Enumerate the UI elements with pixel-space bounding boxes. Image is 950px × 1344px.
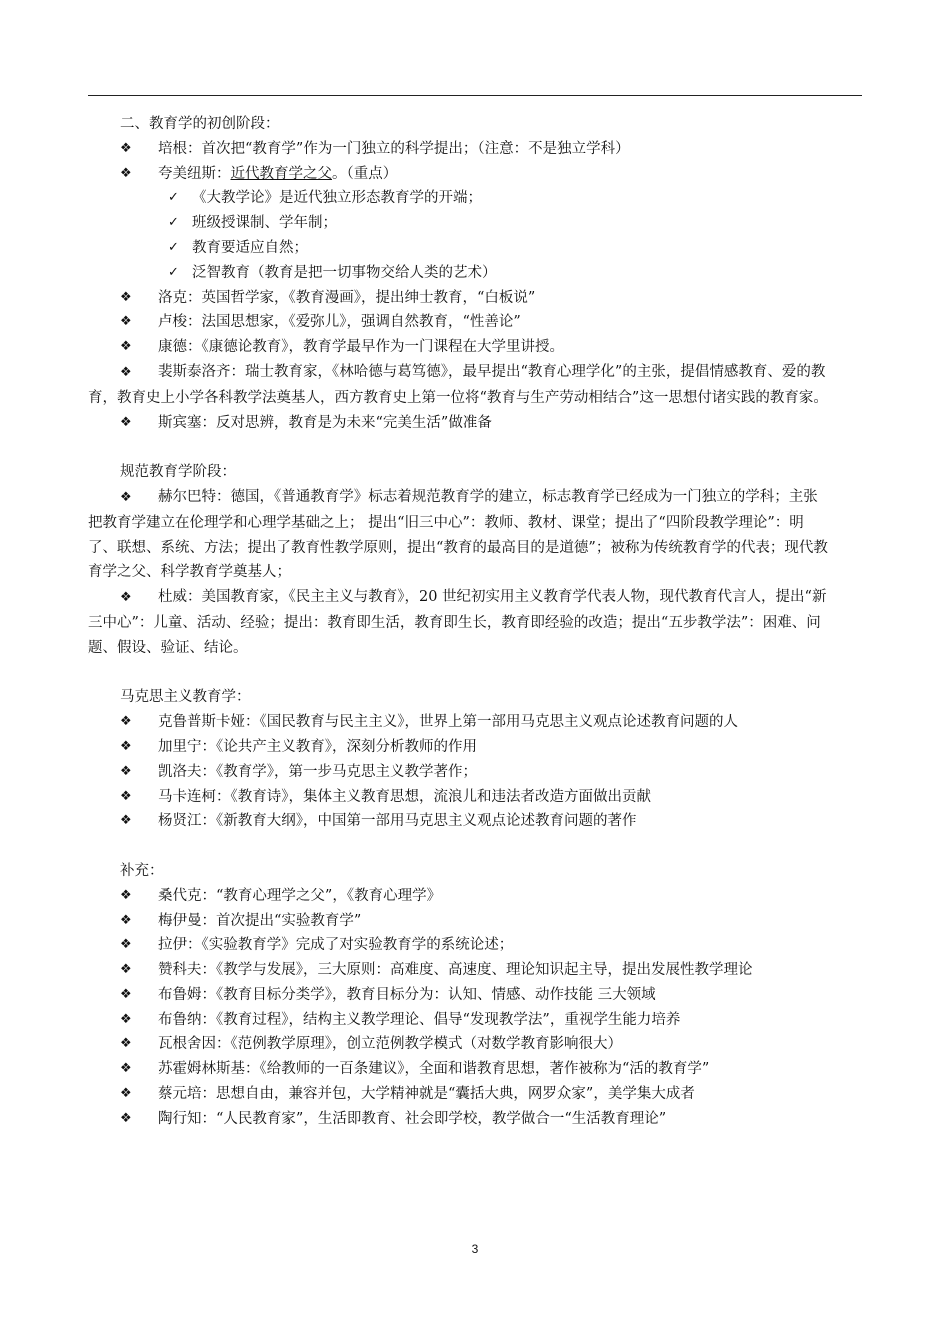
diamond-bullet-icon: ❖ — [120, 1110, 132, 1126]
list-item — [120, 162, 862, 187]
check-item-text: 班级授课制、学年制； — [192, 215, 337, 232]
diamond-bullet-icon: ❖ — [120, 986, 132, 1002]
item-text-part: 。（重点） — [332, 165, 398, 182]
item-text: 布鲁姆：《教育目标分类学》，教育目标分为：认知、情感、动作技能 三大领域 — [158, 986, 656, 1003]
diamond-bullet-icon: ❖ — [120, 714, 132, 730]
checkmark-icon: ✓ — [168, 215, 179, 231]
diamond-bullet-icon: ❖ — [120, 1086, 132, 1102]
diamond-bullet-icon: ❖ — [120, 165, 132, 181]
list-item — [120, 411, 862, 436]
list-item — [120, 785, 862, 810]
item-text: 裴斯泰洛齐：瑞士教育家，《林哈德与葛笃德》，最早提出“教育心理学化”的主张，提倡情感教育、爱的教育，教育史上小学各科教学法奠基人，西方教育史上第一位将“教育与生产劳动相结合”这一思想付诸实践的教育家。 — [88, 363, 828, 406]
spacer — [120, 834, 862, 859]
diamond-bullet-icon: ❖ — [120, 738, 132, 754]
item-text: 赞科夫：《教学与发展》，三大原则：高难度、高速度、理论知识起主导，提出发展性教学理论 — [158, 962, 753, 979]
check-item-text: 教育要适应自然； — [192, 239, 308, 256]
list-item — [120, 760, 862, 785]
item-text: 杜威：美国教育家，《民主主义与教育》，20 世纪初实用主义教育学代表人物，现代教育代言人，提出“新三中心”：儿童、活动、经验；提出：教育即生活，教育即生长，教育即经验的改造；提出“五步教学法”：困难、问题、假设、验证、结论。 — [88, 589, 827, 656]
item-text: 布鲁纳：《教育过程》，结构主义教学理论、倡导“发现教学法”，重视学生能力培养 — [158, 1011, 681, 1028]
item-text: 梅伊曼：首次提出“实验教育学” — [158, 912, 362, 929]
list-item — [120, 1008, 862, 1033]
list-item — [120, 933, 862, 958]
list-item — [120, 958, 862, 983]
diamond-bullet-icon: ❖ — [120, 763, 132, 779]
list-item — [120, 710, 862, 735]
check-item — [120, 211, 862, 236]
check-item-text: 泛智教育（教育是把一切事物交给人类的艺术） — [192, 264, 497, 281]
section-heading-normative: 规范教育学阶段： — [120, 464, 236, 481]
diamond-bullet-icon: ❖ — [120, 414, 132, 430]
diamond-bullet-icon: ❖ — [120, 962, 132, 978]
list-item — [120, 1032, 862, 1057]
list-item — [120, 335, 862, 360]
list-item — [120, 1107, 862, 1132]
item-text: 杨贤江：《新教育大纲》，中国第一部用马克思主义观点论述教育问题的著作 — [158, 813, 637, 830]
section-heading-marxist: 马克思主义教育学： — [120, 689, 251, 706]
diamond-bullet-icon: ❖ — [120, 339, 132, 355]
checkmark-icon: ✓ — [168, 264, 179, 280]
list-item — [120, 735, 862, 760]
item-text: 洛克：英国哲学家，《教育漫画》，提出绅士教育，“白板说” — [158, 289, 536, 306]
list-item — [120, 884, 862, 909]
item-text: 陶行知：“人民教育家”，生活即教育、社会即学校，教学做合一“生活教育理论” — [158, 1110, 667, 1127]
list-item — [120, 137, 862, 162]
item-text: 卢梭：法国思想家，《爱弥儿》，强调自然教育，“性善论” — [158, 314, 521, 331]
diamond-bullet-icon: ❖ — [120, 788, 132, 804]
diamond-bullet-icon: ❖ — [120, 912, 132, 928]
check-item — [120, 186, 862, 211]
page-number: 3 — [471, 1242, 479, 1256]
header-rule — [88, 95, 862, 96]
item-text — [158, 162, 397, 187]
check-item — [120, 236, 862, 261]
item-text: 康德：《康德论教育》，教育学最早作为一门课程在大学里讲授。 — [158, 339, 564, 356]
checkmark-icon: ✓ — [168, 190, 179, 206]
list-item — [120, 809, 862, 834]
section-heading-founding: 二、教育学的初创阶段： — [120, 116, 280, 132]
item-text: 培根：首次把“教育学”作为一门独立的科学提出；（注意：不是独立学科） — [158, 140, 630, 157]
diamond-bullet-icon: ❖ — [120, 314, 132, 330]
item-text: 加里宁：《论共产主义教育》，深刻分析教师的作用 — [158, 738, 477, 755]
diamond-bullet-icon: ❖ — [120, 364, 132, 380]
list-item — [120, 909, 862, 934]
diamond-bullet-icon: ❖ — [120, 489, 132, 505]
section-heading-supplement: 补充： — [120, 862, 164, 879]
diamond-bullet-icon: ❖ — [120, 887, 132, 903]
item-text: 凯洛夫：《教育学》，第一步马克思主义教学著作； — [158, 763, 477, 780]
check-item-text: 《大教学论》是近代独立形态教育学的开端； — [192, 190, 482, 207]
item-text: 桑代克：“教育心理学之父”，《教育心理学》 — [158, 887, 442, 904]
item-text: 苏霍姆林斯基：《给教师的一百条建议》，全面和谐教育思想，著作被称为“活的教育学” — [158, 1061, 710, 1078]
spacer — [120, 661, 862, 686]
list-item — [120, 286, 862, 311]
diamond-bullet-icon: ❖ — [120, 590, 132, 606]
check-item — [120, 261, 862, 286]
item-text-part: 夸美纽斯： — [158, 165, 231, 182]
list-item-paragraph — [88, 360, 830, 411]
item-text: 克鲁普斯卡娅：《国民教育与民主主义》，世界上第一部用马克思主义观点论述教育问题的人 — [158, 714, 738, 731]
checkmark-icon: ✓ — [168, 239, 179, 255]
item-text: 赫尔巴特：德国，《普通教育学》标志着规范教育学的建立，标志教育学已经成为一门独立的学科；主张把教育学建立在伦理学和心理学基础之上； 提出“旧三中心”：教师、教材、课堂；提出了“四阶段教学理论”：明了、联想、系统、方法；提出了教育性教学原则，提出“教育的最高目的是道德”；被称为传统教育学的代表；现代教育学之父、科学教育学奠基人； — [88, 488, 828, 581]
document-body — [88, 112, 862, 1132]
underlined-emphasis: 近代教育学之父 — [230, 165, 332, 182]
item-text: 蔡元培：思想自由，兼容并包，大学精神就是“囊括大典，网罗众家”，美学集大成者 — [158, 1086, 695, 1103]
item-text: 斯宾塞：反对思辨，教育是为未来“完美生活”做准备 — [158, 414, 492, 431]
diamond-bullet-icon: ❖ — [120, 813, 132, 829]
list-item-paragraph — [88, 585, 830, 660]
list-item — [120, 310, 862, 335]
diamond-bullet-icon: ❖ — [120, 1011, 132, 1027]
diamond-bullet-icon: ❖ — [120, 289, 132, 305]
list-item-paragraph — [88, 485, 830, 585]
diamond-bullet-icon: ❖ — [120, 1061, 132, 1077]
item-text: 马卡连柯：《教育诗》，集体主义教育思想，流浪儿和违法者改造方面做出贡献 — [158, 788, 651, 805]
spacer — [120, 435, 862, 460]
list-item — [120, 1082, 862, 1107]
diamond-bullet-icon: ❖ — [120, 937, 132, 953]
list-item — [120, 1057, 862, 1082]
item-text: 拉伊：《实验教育学》完成了对实验教育学的系统论述； — [158, 937, 514, 954]
item-text: 瓦根舍因：《范例教学原理》，创立范例教学模式（对数学教育影响很大） — [158, 1036, 622, 1053]
list-item — [120, 983, 862, 1008]
diamond-bullet-icon: ❖ — [120, 1036, 132, 1052]
diamond-bullet-icon: ❖ — [120, 140, 132, 156]
